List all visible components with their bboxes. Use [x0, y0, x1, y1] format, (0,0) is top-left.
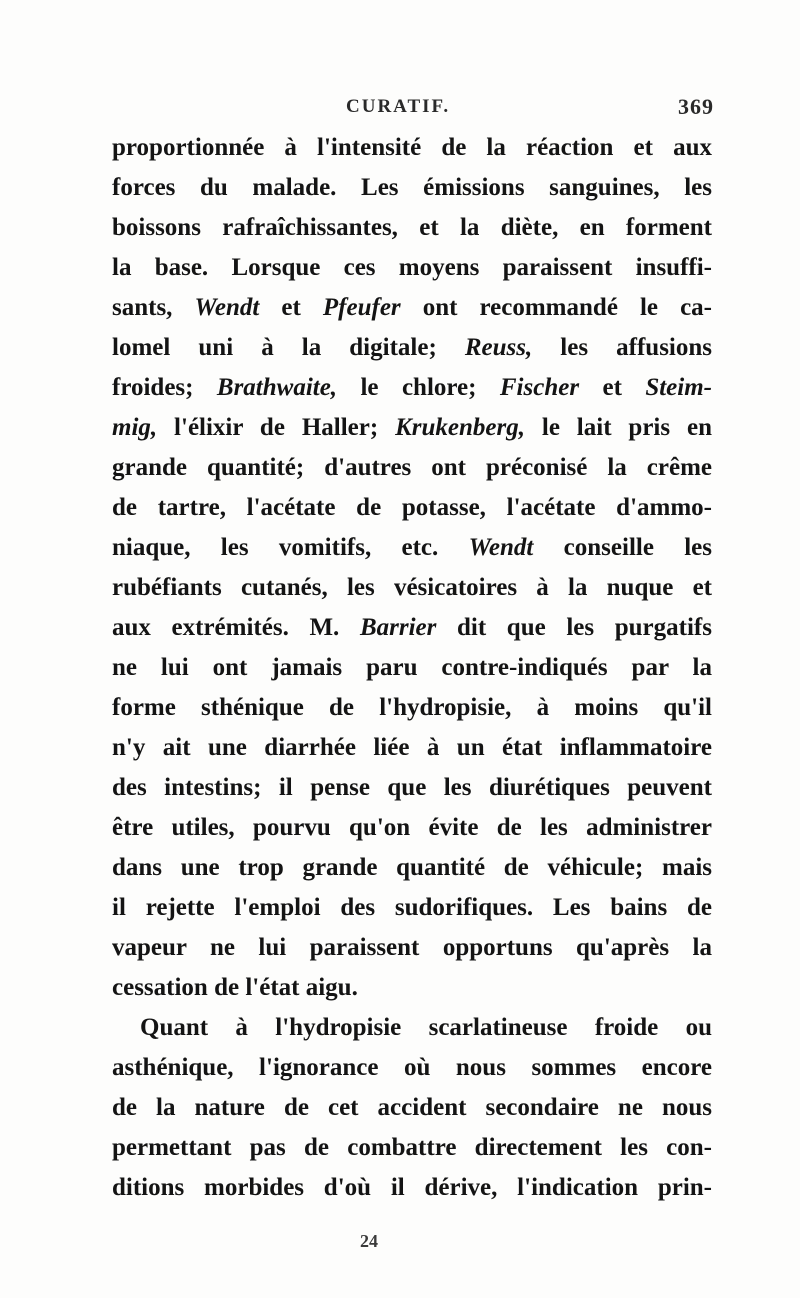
text-line [112, 888, 712, 928]
text-segment: dit que les purgatifs [436, 614, 712, 641]
text-line [112, 848, 712, 888]
text-segment: de tartre, l'acétate de potasse, l'acétate d'ammo- [112, 494, 712, 521]
author-name: Barrier [359, 614, 437, 641]
text-segment: proportionnée à l'intensité de la réaction et aux [112, 134, 712, 161]
text-segment: cessation de l'état aigu. [112, 974, 358, 1001]
text-segment: froides; [112, 374, 217, 401]
page-number: 369 [678, 94, 714, 119]
text-line [112, 608, 712, 648]
text-line [112, 328, 712, 368]
text-segment: n'y ait une diarrhée liée à un état inflammatoire [112, 734, 712, 761]
text-segment: boissons rafraîchissantes, et la diète, en forment [112, 214, 712, 241]
text-segment: et [579, 374, 646, 401]
text-segment: des intestins; il pense que les diurétiques peuvent [112, 774, 712, 801]
text-line [112, 568, 712, 608]
text-segment: vapeur ne lui paraissent opportuns qu'après la [112, 934, 712, 961]
text-line [112, 1168, 712, 1208]
running-header [0, 96, 800, 126]
text-segment: être utiles, pourvu qu'on évite de les administrer [112, 814, 712, 841]
text-line [112, 648, 712, 688]
text-line [112, 128, 712, 168]
author-name: Reuss, [464, 334, 533, 361]
author-name: Brathwaite, [216, 374, 338, 401]
text-line [112, 1008, 712, 1048]
text-segment: et [259, 294, 323, 321]
text-segment: forces du malade. Les émissions sanguines, les [112, 174, 712, 201]
text-line [112, 168, 712, 208]
author-name: Wendt [468, 534, 534, 561]
text-segment: ditions morbides d'où il dérive, l'indication prin- [112, 1174, 712, 1201]
text-segment: conseille les [533, 534, 713, 561]
text-line [112, 368, 712, 408]
text-segment: forme sthénique de l'hydropisie, à moins qu'il [112, 694, 712, 721]
text-segment: il rejette l'emploi des sudorifiques. Les bains de [112, 894, 712, 921]
text-segment: grande quantité; d'autres ont préconisé la crême [112, 454, 712, 481]
text-segment: les affusions [532, 334, 713, 361]
author-name: Fischer [499, 374, 580, 401]
text-segment: ne lui ont jamais paru contre-indiqués par la [112, 654, 712, 681]
text-segment: asthénique, l'ignorance où nous sommes encore [112, 1054, 712, 1081]
text-segment: le chlore; [337, 374, 500, 401]
text-segment: aux extrémités. M. [112, 614, 360, 641]
author-name: Steim- [645, 374, 712, 401]
text-line [112, 768, 712, 808]
text-segment: sants, [112, 294, 195, 321]
body-text [112, 128, 712, 1208]
author-name: mig, [112, 414, 158, 441]
text-line [112, 248, 712, 288]
text-line [112, 1088, 712, 1128]
text-line [112, 928, 712, 968]
text-line [112, 808, 712, 848]
text-segment: lomel uni à la digitale; [112, 334, 465, 361]
text-line [112, 688, 712, 728]
text-line [112, 1048, 712, 1088]
text-segment: ont recommandé le ca- [400, 294, 713, 321]
text-segment: l'élixir de Haller; [157, 414, 396, 441]
text-line [112, 288, 712, 328]
text-segment: Quant à l'hydropisie scarlatineuse froide ou [140, 1014, 712, 1041]
text-segment: permettant pas de combattre directement les con- [112, 1134, 712, 1161]
paragraph-1 [112, 128, 712, 1008]
text-line [112, 728, 712, 768]
text-segment: de la nature de cet accident secondaire ne nous [112, 1094, 712, 1121]
text-segment: la base. Lorsque ces moyens paraissent insuffi- [112, 254, 712, 281]
author-name: Pfeufer [322, 294, 401, 321]
text-line [112, 448, 712, 488]
text-line [112, 1128, 712, 1168]
running-title: CURATIF. [346, 96, 451, 117]
signature-mark: 24 [360, 1231, 378, 1251]
text-segment: rubéfiants cutanés, les vésicatoires à la nuque et [112, 574, 712, 601]
text-line [112, 968, 712, 1008]
text-line [112, 208, 712, 248]
author-name: Wendt [194, 294, 260, 321]
text-line [112, 408, 712, 448]
text-segment: niaque, les vomitifs, etc. [112, 534, 469, 561]
author-name: Krukenberg, [395, 414, 525, 441]
text-segment: dans une trop grande quantité de véhicule; mais [112, 854, 712, 881]
text-segment: le lait pris en [524, 414, 712, 441]
text-line [112, 488, 712, 528]
paragraph-2 [112, 1008, 712, 1208]
text-line [112, 528, 712, 568]
